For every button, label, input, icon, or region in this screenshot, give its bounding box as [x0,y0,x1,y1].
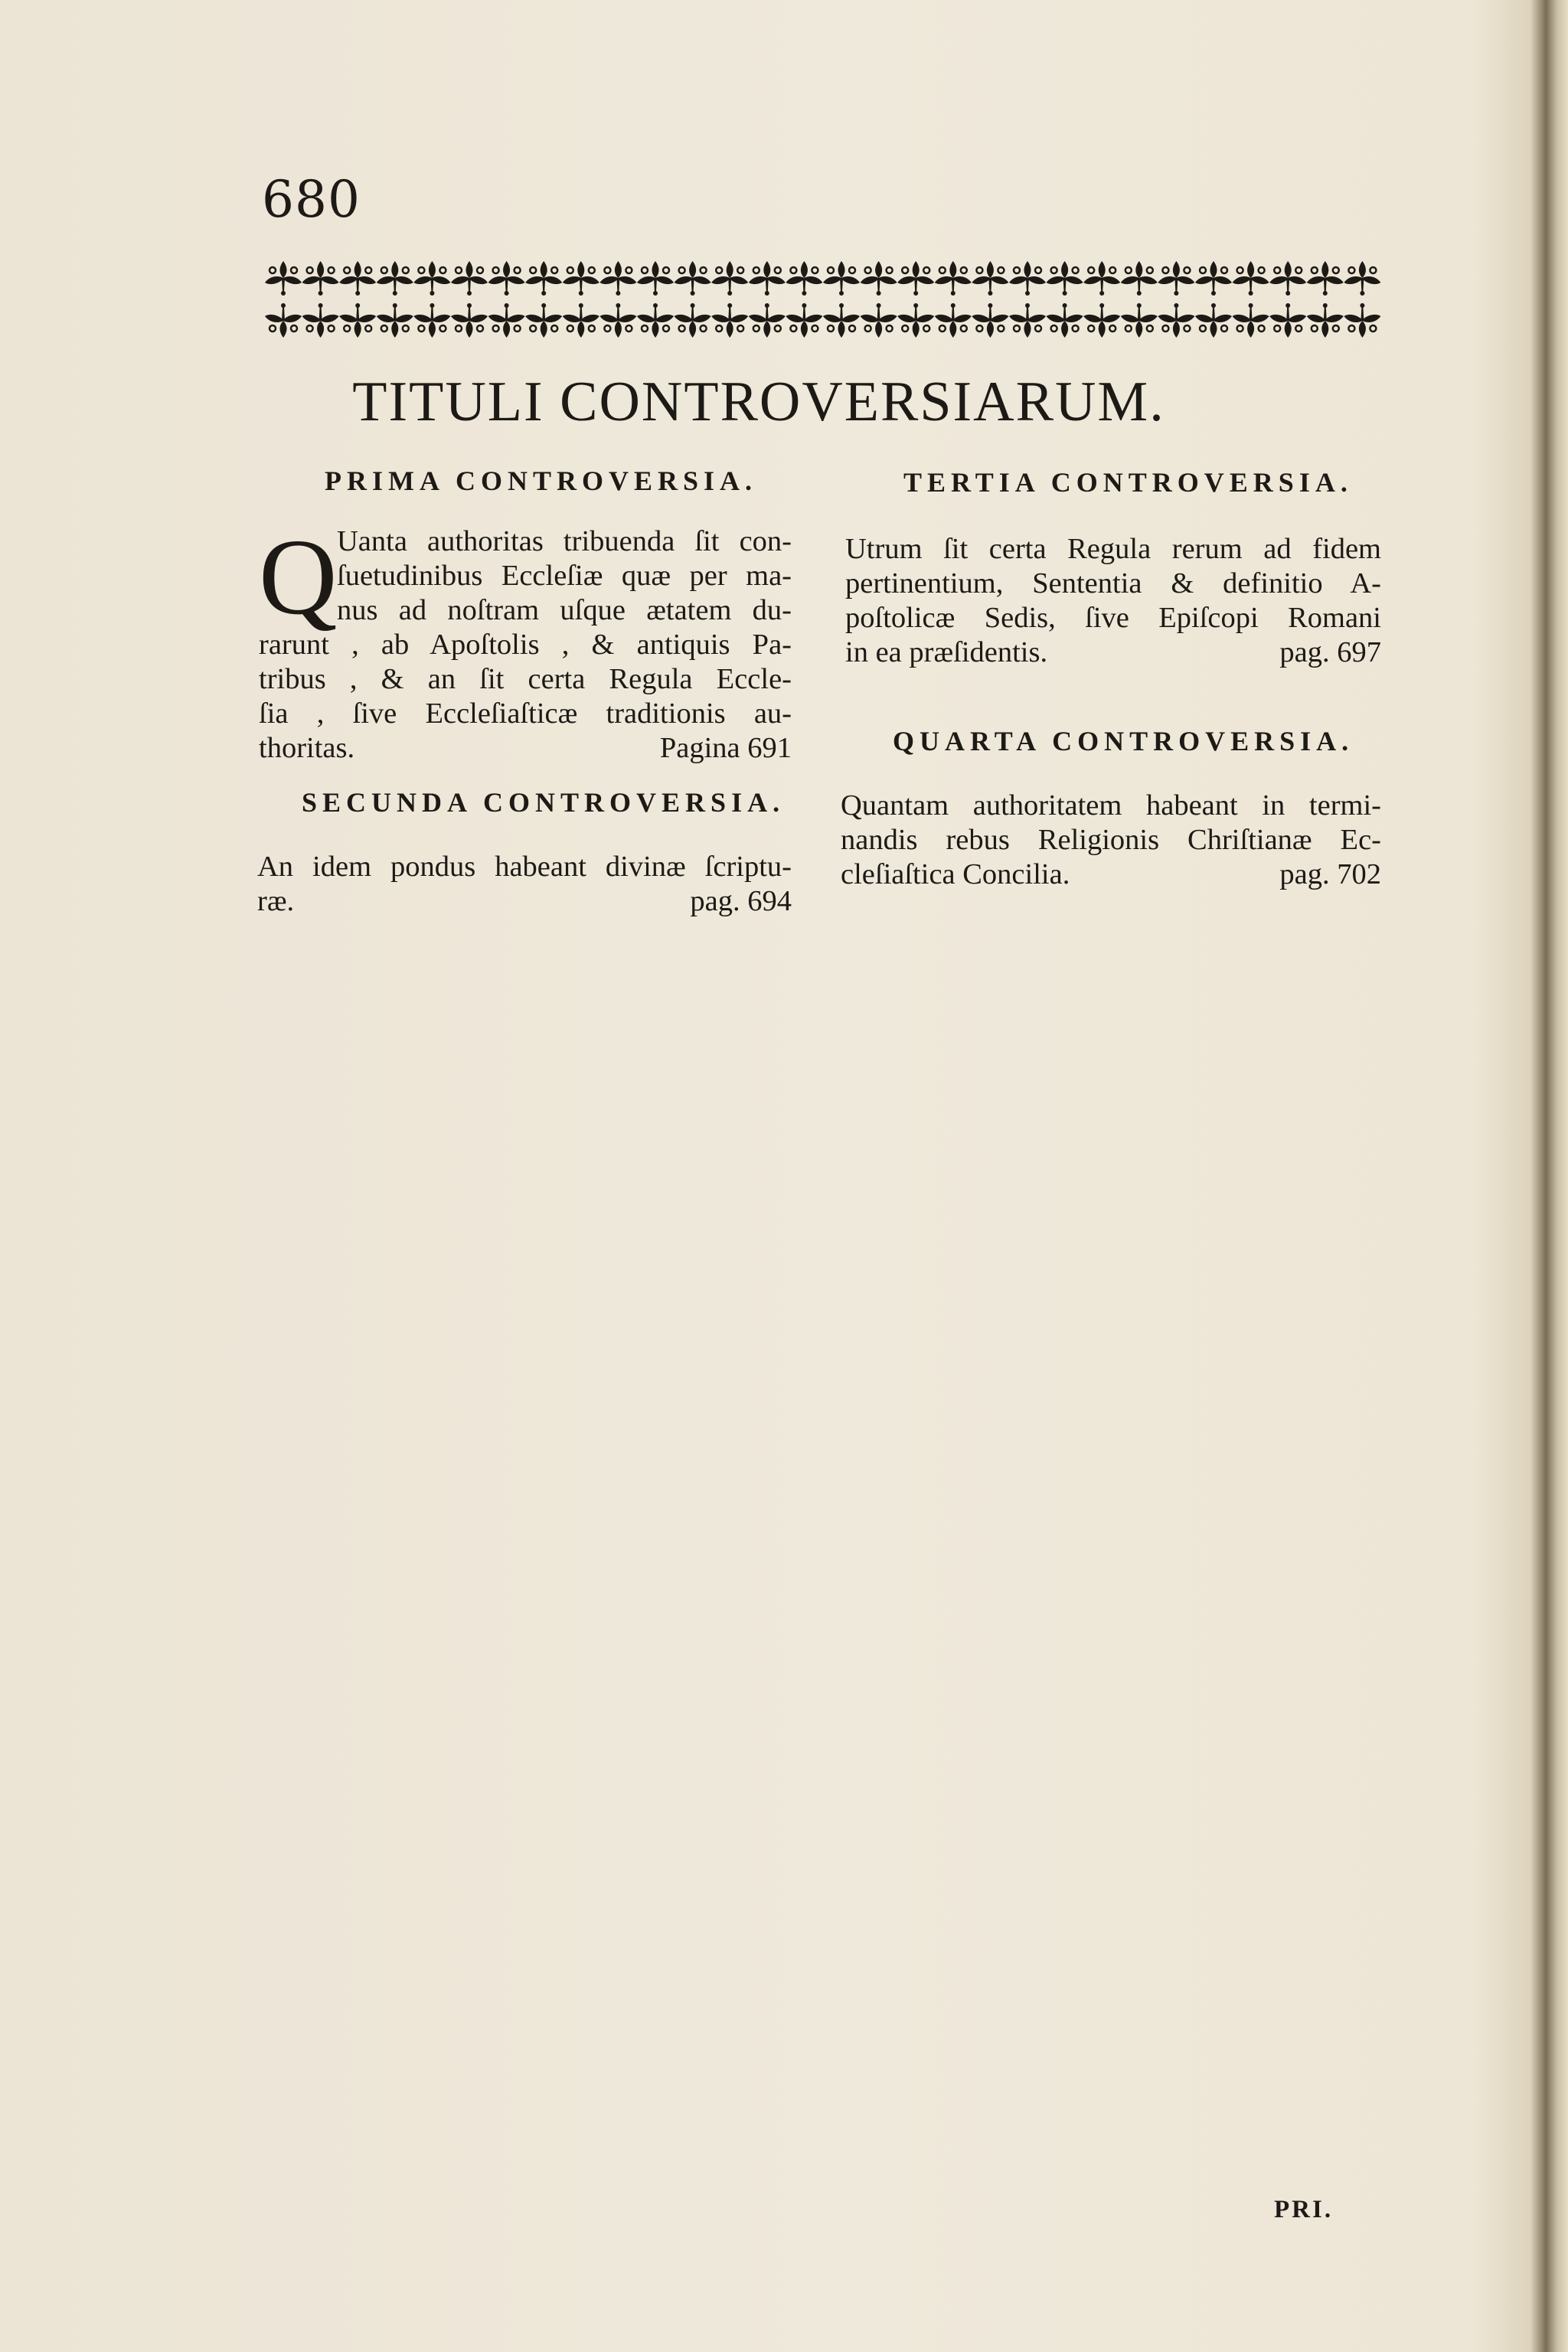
text-line-last [845,635,1381,670]
fleuron-ornament-band [265,249,1383,350]
page-title: TITULI CONTROVERSIARUM. [352,371,1165,433]
text-line: ſuetudinibus Eccleſiæ quæ per ma- [337,560,792,592]
prima-text [337,524,792,628]
text-line: An idem pondus habeant divinæ ſcriptu- [257,851,792,883]
page-reference: pag. 697 [1279,636,1381,668]
text-line-last [841,858,1381,892]
tertia-text [845,532,1381,670]
closing-text: cleſiaſtica Concilia. [841,858,1070,890]
page-reference: pag. 694 [690,885,792,917]
text-line: nandis rebus Religionis Chriſtianæ Ec- [841,824,1381,856]
text-line: tribus , & an ſit certa Regula Eccle- [259,663,792,695]
closing-text: thoritas. [259,732,355,764]
text-line: rarunt , ab Apoſtolis , & antiquis Pa- [259,629,792,661]
quarta-heading: QUARTA CONTROVERSIA. [893,726,1354,756]
text-line: ſia , ſive Eccleſiaſticæ traditionis au- [259,697,792,730]
secunda-text [257,850,792,919]
drop-cap: Q [259,516,338,637]
closing-text: in ea præſidentis. [845,636,1048,668]
text-line: Quantam authoritatem habeant in termi- [841,789,1381,822]
secunda-heading: SECUNDA CONTROVERSIA. [302,787,786,818]
catchword: PRI. [1274,2196,1334,2223]
page-reference: pag. 702 [1279,858,1381,890]
text-line: nus ad noſtram uſque ætatem du- [337,594,792,626]
text-line-last [259,731,792,766]
text-line-last [257,884,792,919]
text-line: poſtolicæ Sedis, ſive Epiſcopi Romani [845,602,1381,634]
text-line: Utrum ſit certa Regula rerum ad fidem [845,533,1381,565]
quarta-text [841,789,1381,892]
text-line: pertinentium, Sententia & definitio A- [845,567,1381,599]
page-number: 680 [262,170,361,229]
closing-text: ræ. [257,885,295,917]
prima-text-continued [259,628,792,766]
prima-heading: PRIMA CONTROVERSIA. [325,466,758,496]
tertia-heading: TERTIA CONTROVERSIA. [903,467,1353,498]
text-line: Uanta authoritas tribuenda ſit con- [337,525,792,557]
page-reference: Pagina 691 [659,732,792,764]
